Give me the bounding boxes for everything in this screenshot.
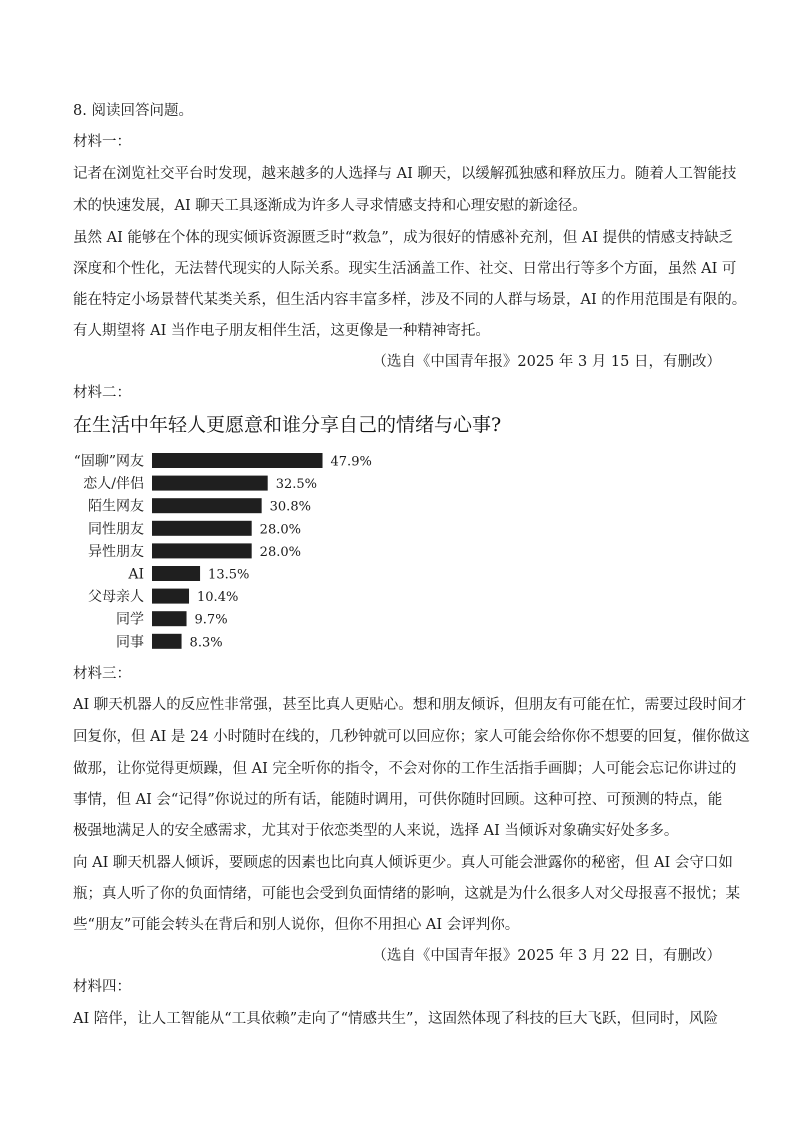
material3-line: 回复你，但 AI 是 24 小时随时在线的，几秒钟就可以回应你；家人可能会给你你不想要的回复，催你做这 bbox=[73, 729, 750, 745]
bar bbox=[152, 634, 182, 649]
category-label: 同事 bbox=[116, 634, 144, 651]
material4-line: AI 陪伴，让人工智能从“工具依赖”走向了“情感共生”，这固然体现了科技的巨大飞跃，但同时，风险 bbox=[73, 1011, 718, 1027]
category-label: “固聊”网友 bbox=[73, 453, 144, 470]
material3-line: 极强地满足人的安全感需求，尤其对于依恋类型的人来说，选择 AI 当倾诉对象确实好处多多。 bbox=[73, 823, 679, 839]
material1-line: 能在特定小场景替代某类关系，但生活内容丰富多样，涉及不同的人群与场景，AI 的作用范围是有限的。 bbox=[73, 292, 747, 308]
value-label: 13.5% bbox=[208, 567, 250, 583]
category-label: 恋人/伴侣 bbox=[83, 476, 144, 493]
value-label: 10.4% bbox=[197, 590, 239, 606]
category-label: 异性朋友 bbox=[88, 543, 144, 560]
material3-line: 向 AI 聊天机器人倾诉，要顾虑的因素也比向真人倾诉更少。真人可能会泄露你的秘密，但 AI 会守口如 bbox=[73, 855, 733, 871]
category-label: 父母亲人 bbox=[88, 589, 144, 606]
value-label: 28.0% bbox=[259, 544, 301, 560]
material1-line: 记者在浏览社交平台时发现，越来越多的人选择与 AI 聊天，以缓解孤独感和释放压力。随着人工智能技 bbox=[73, 166, 737, 182]
bar bbox=[152, 566, 200, 581]
bar bbox=[152, 521, 252, 536]
material1-line: 有人期望将 AI 当作电子朋友相伴生活，这更像是一种精神寄托。 bbox=[73, 323, 490, 339]
value-label: 8.3% bbox=[189, 635, 223, 651]
question-number: 8. 阅读回答问题。 bbox=[73, 103, 193, 119]
material1-line: 深度和个性化，无法替代现实的人际关系。现实生活涵盖工作、社交、日常出行等多个方面，虽然 AI 可 bbox=[73, 261, 737, 277]
value-label: 9.7% bbox=[194, 612, 228, 628]
material2-heading: 材料二： bbox=[73, 385, 131, 401]
material3-heading: 材料三： bbox=[73, 666, 131, 682]
bar bbox=[152, 589, 189, 604]
bar bbox=[152, 543, 252, 558]
category-label: AI bbox=[128, 566, 144, 583]
chart-title: 在生活中年轻人更愿意和谁分享自己的情绪与心事? bbox=[73, 414, 502, 436]
category-label: 同性朋友 bbox=[88, 521, 144, 538]
category-label: 同学 bbox=[116, 611, 144, 628]
material3-line: 做那，让你觉得更烦躁，但 AI 完全听你的指令，不会对你的工作生活指手画脚；人可能会忘记你讲过的 bbox=[73, 761, 737, 777]
value-label: 28.0% bbox=[259, 522, 301, 538]
bar bbox=[152, 611, 187, 626]
bar bbox=[152, 476, 268, 491]
bar bbox=[152, 498, 262, 513]
material1-line: 虽然 AI 能够在个体的现实倾诉资源匮乏时“救急”，成为很好的情感补充剂，但 AI 提供的情感支持缺乏 bbox=[73, 230, 734, 246]
material1-source: （选自《中国青年报》2025 年 3 月 15 日，有删改） bbox=[372, 354, 721, 370]
material1-heading: 材料一： bbox=[73, 134, 131, 150]
value-label: 47.9% bbox=[330, 454, 372, 470]
material3-source: （选自《中国青年报》2025 年 3 月 22 日，有删改） bbox=[372, 948, 721, 964]
material4-heading: 材料四： bbox=[73, 979, 131, 995]
value-label: 30.8% bbox=[269, 499, 311, 515]
material3-line: AI 聊天机器人的反应性非常强，甚至比真人更贴心。想和朋友倾诉，但朋友有可能在忙，需要过段时间才 bbox=[73, 697, 747, 713]
value-label: 32.5% bbox=[275, 477, 318, 493]
bar bbox=[152, 453, 323, 468]
material1-line: 术的快速发展，AI 聊天工具逐渐成为许多人寻求情感支持和心理安慰的新途径。 bbox=[73, 198, 587, 214]
material3-line: 瓶；真人听了你的负面情绪，可能也会受到负面情绪的影响，这就是为什么很多人对父母报喜不报忧；某 bbox=[73, 886, 740, 902]
material3-line: 事情，但 AI 会“记得”你说过的所有话，能随时调用，可供你随时回顾。这种可控、可预测的特点，能 bbox=[73, 792, 723, 808]
material3-line: 些“朋友”可能会转头在背后和别人说你，但你不用担心 AI 会评判你。 bbox=[73, 917, 520, 933]
category-label: 陌生网友 bbox=[88, 498, 144, 515]
bar-chart bbox=[60, 446, 420, 654]
